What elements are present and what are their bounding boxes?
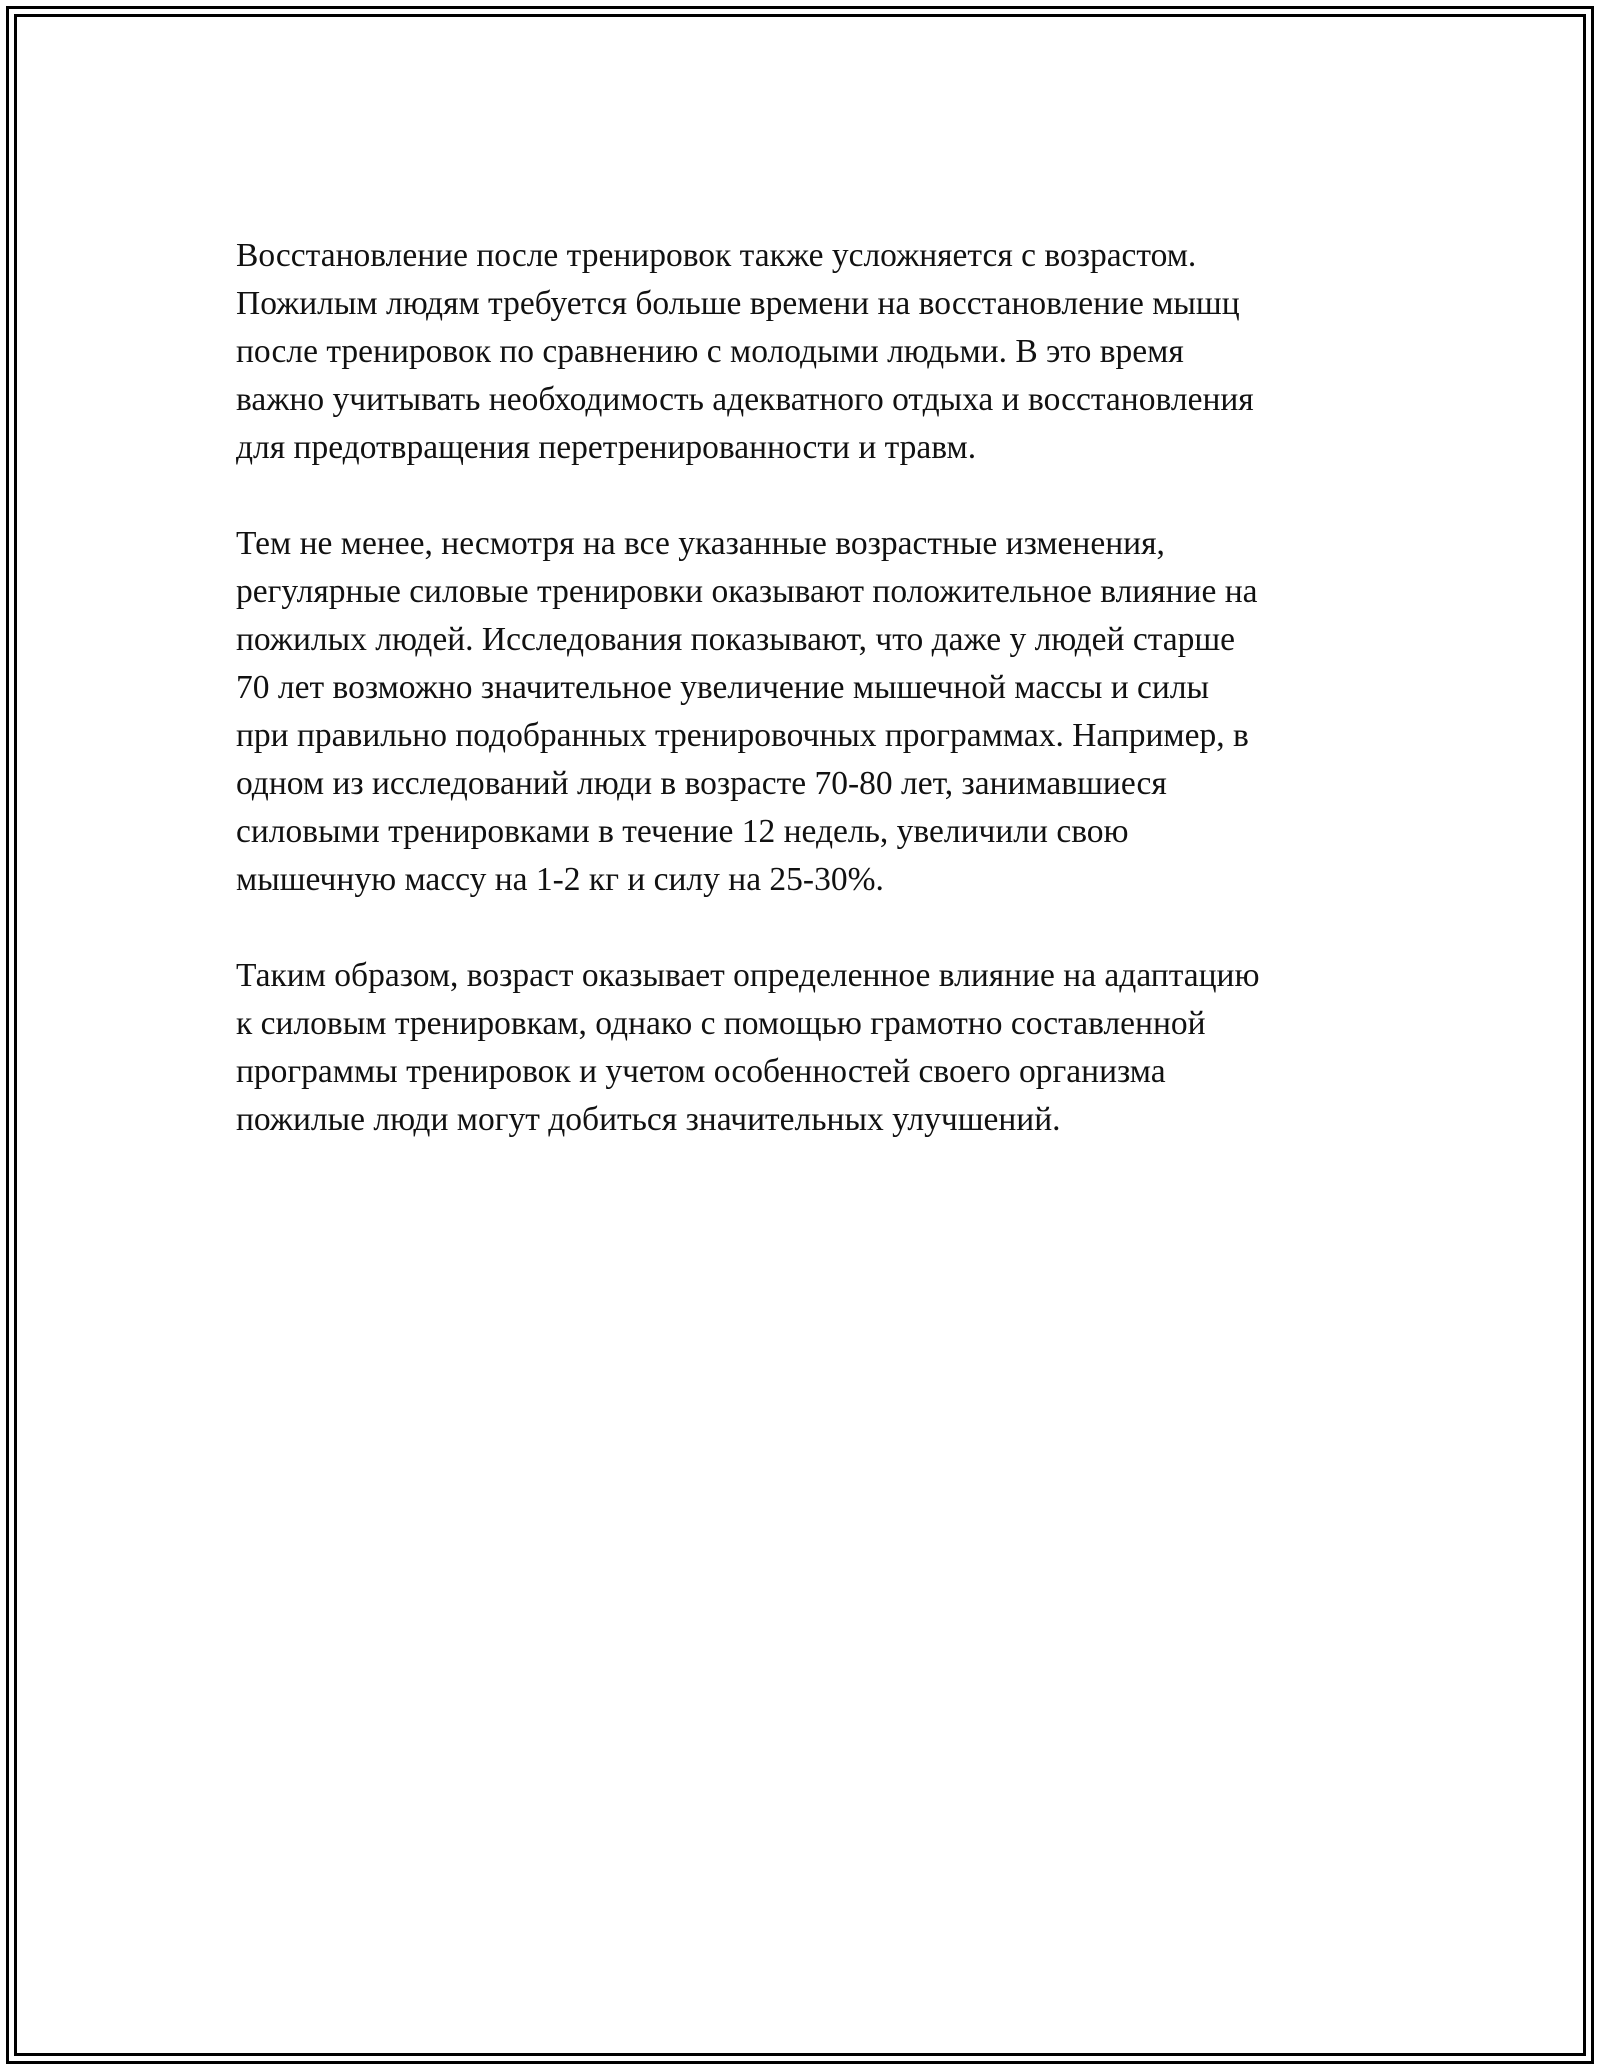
text-line: к силовым тренировкам, однако с помощью грамотно составленной bbox=[236, 1005, 1206, 1042]
text-line: Таким образом, возраст оказывает определенное влияние на адаптацию bbox=[236, 957, 1260, 994]
text-line: при правильно подобранных тренировочных программах. Например, в bbox=[236, 717, 1249, 754]
text-line: Восстановление после тренировок также усложняется с возрастом. bbox=[236, 237, 1197, 274]
text-line: Пожилым людям требуется больше времени на восстановление мышц bbox=[236, 285, 1240, 322]
text-line: 70 лет возможно значительное увеличение мышечной массы и силы bbox=[236, 669, 1210, 706]
text-line: Тем не менее, несмотря на все указанные возрастные изменения, bbox=[236, 525, 1165, 562]
paragraph-conclusion bbox=[236, 952, 1366, 1144]
text-line: пожилых людей. Исследования показывают, что даже у людей старше bbox=[236, 621, 1236, 658]
paragraph-benefits bbox=[236, 520, 1366, 904]
paragraph-recovery bbox=[236, 232, 1366, 472]
text-line: программы тренировок и учетом особенностей своего организма bbox=[236, 1053, 1166, 1090]
text-line: силовыми тренировками в течение 12 недель, увеличили свою bbox=[236, 813, 1129, 850]
text-line: мышечную массу на 1-2 кг и силу на 25-30%. bbox=[236, 861, 884, 898]
text-line: пожилые люди могут добиться значительных улучшений. bbox=[236, 1101, 1061, 1138]
text-line: после тренировок по сравнению с молодыми людьми. В это время bbox=[236, 333, 1184, 370]
text-line: важно учитывать необходимость адекватного отдыха и восстановления bbox=[236, 381, 1254, 418]
text-line: регулярные силовые тренировки оказывают положительное влияние на bbox=[236, 573, 1258, 610]
text-line: для предотвращения перетренированности и травм. bbox=[236, 429, 977, 466]
text-line: одном из исследований люди в возрасте 70-80 лет, занимавшиеся bbox=[236, 765, 1167, 802]
document-body bbox=[236, 232, 1366, 1192]
